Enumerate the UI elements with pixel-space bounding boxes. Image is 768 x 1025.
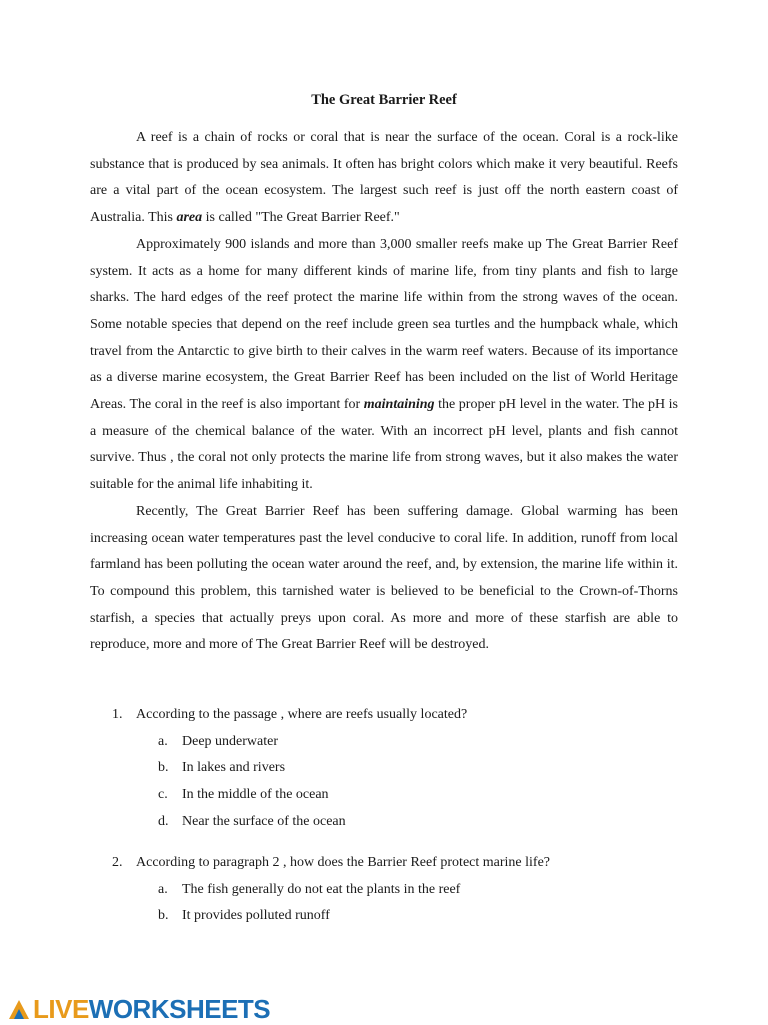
question-text: 2. According to paragraph 2 , how does the Barrier Reef protect marine life?: [112, 855, 550, 870]
question-1: [112, 702, 467, 835]
answer-options: [112, 877, 550, 930]
answer-options: [112, 729, 467, 836]
answer-option[interactable]: c. In the middle of the ocean: [158, 787, 329, 803]
question-2: [112, 850, 550, 930]
logo-text-live: LIVE: [33, 994, 89, 1024]
liveworksheets-logo-icon: [6, 997, 32, 1023]
passage: [90, 125, 678, 659]
liveworksheets-logo[interactable]: [6, 994, 270, 1025]
paragraph-2: Approximately 900 islands and more than 3,000 smaller reefs make up The Great Barrier Reef system. It acts as a home for many different kinds of marine life, from tiny plants and fish to large sharks. The hard edges of the reef protect the marine life within from the strong waves of the ocean. Some notable species that depend on the reef include green sea turtles and the humpback whale, which travel from the Antarctic to give birth to their calves in the warm reef waters. Because of its importance as a diverse marine ecosystem, the Great Barrier Reef has been included on the list of World Heritage Areas. The coral in the reef is also important for maintaining the proper pH level in the water. The pH is a measure of the chemical balance of the water. With an incorrect pH level, plants and fish cannot survive. Thus , the coral not only protects the marine life from strong waves, but it also makes the water suitable for the animal life inhabiting it.: [90, 236, 678, 493]
paragraph-1: A reef is a chain of rocks or coral that is near the surface of the ocean. Coral is a rock-like substance that is produced by sea animals. It often has bright colors which make it very beautiful. Reefs are a vital part of the ocean ecosystem. The largest such reef is just off the north eastern coast of Australia. This area is called "The Great Barrier Reef.": [90, 130, 678, 226]
paragraph-3: Recently, The Great Barrier Reef has been suffering damage. Global warming has been increasing ocean water temperatures past the level conducive to coral life. In addition, runoff from local farmland has been polluting the ocean water around the reef, and, by extension, the marine life within it. To compound this problem, this tarnished water is believed to be beneficial to the Crown-of-Thorns starfish, a species that actually preys upon coral. As more and more of these starfish are able to reproduce, more and more of The Great Barrier Reef will be destroyed.: [90, 503, 678, 653]
document-title: The Great Barrier Reef: [311, 92, 457, 108]
question-text: 1. According to the passage , where are reefs usually located?: [112, 707, 468, 722]
emphasized-word: area: [176, 210, 203, 226]
answer-option[interactable]: b. In lakes and rivers: [158, 760, 286, 776]
answer-option[interactable]: d. Near the surface of the ocean: [158, 813, 346, 829]
logo-text-worksheets: WORKSHEETS: [88, 994, 271, 1024]
answer-option[interactable]: a. The fish generally do not eat the plants in the reef: [158, 881, 461, 897]
emphasized-word: maintaining: [363, 397, 435, 413]
answer-option[interactable]: b. It provides polluted runoff: [158, 908, 330, 924]
answer-option[interactable]: a. Deep underwater: [158, 733, 279, 749]
